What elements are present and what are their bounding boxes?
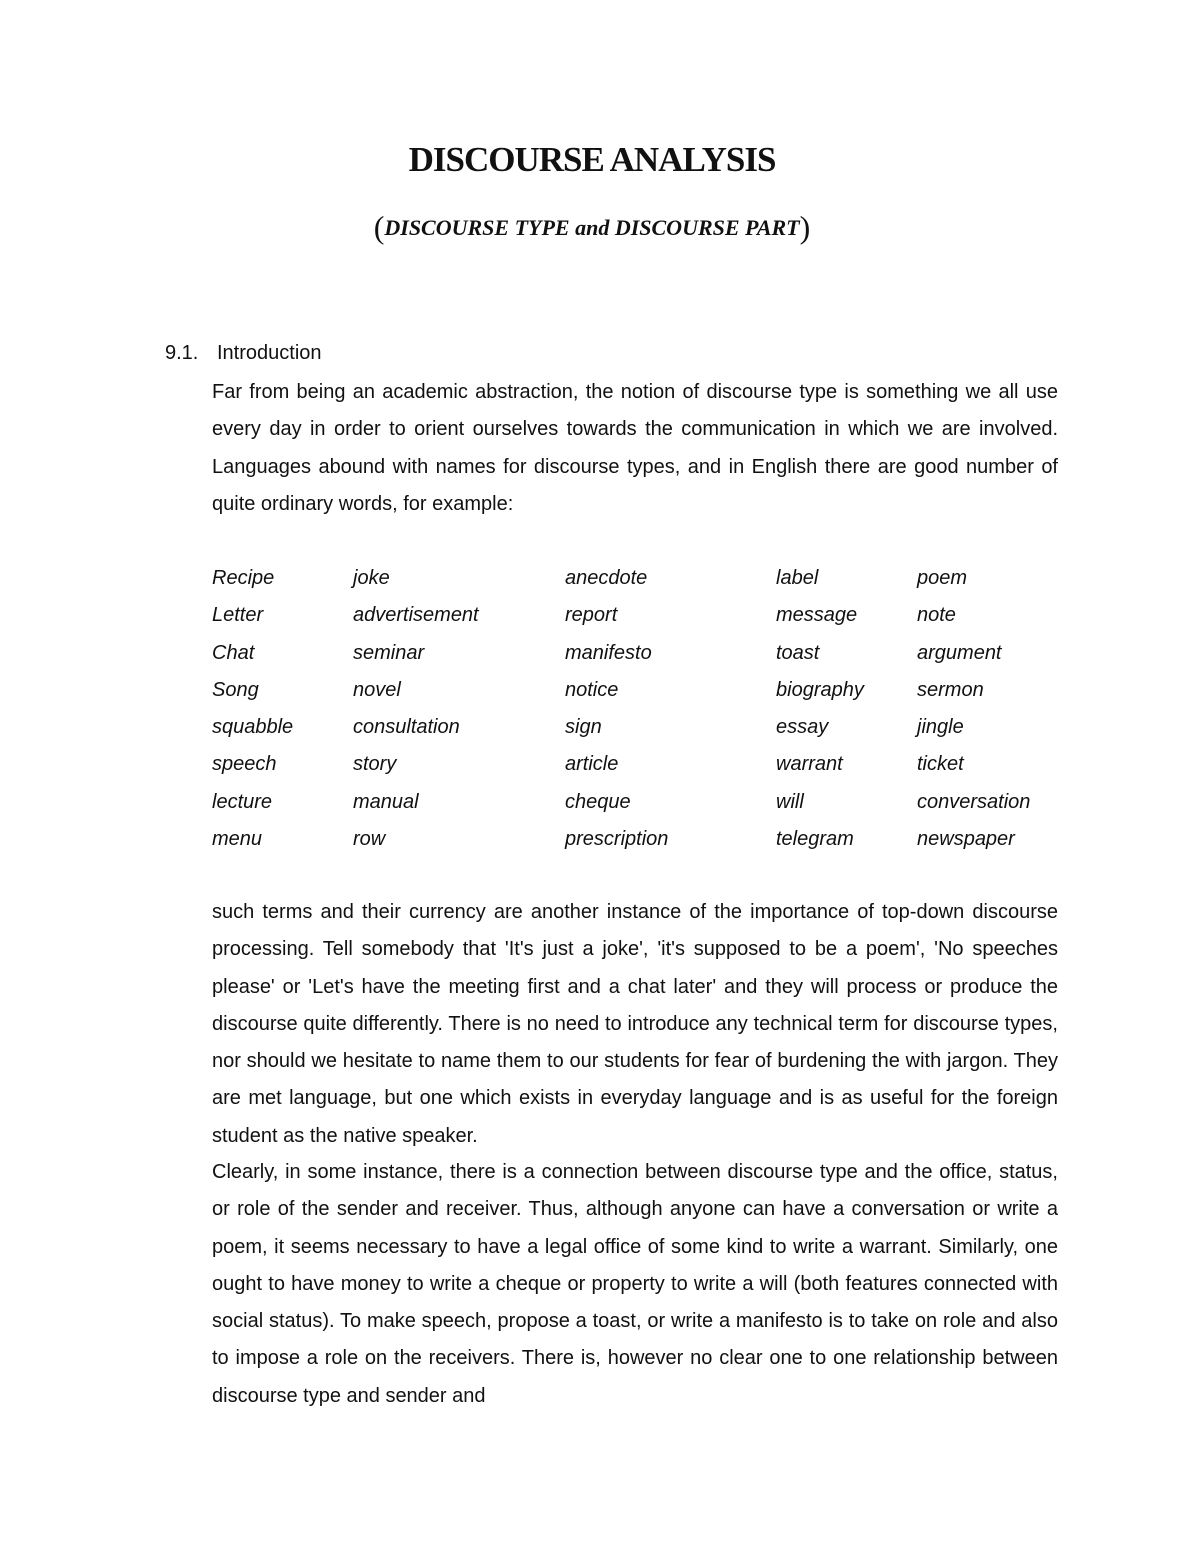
word-table-cell: message bbox=[776, 604, 858, 627]
word-table-cell: novel bbox=[353, 678, 401, 701]
word-table-cell: story bbox=[353, 753, 397, 776]
word-table-cell: jingle bbox=[917, 716, 964, 739]
word-table-cell: note bbox=[917, 604, 956, 627]
word-table-cell: Letter bbox=[212, 604, 264, 627]
word-table-cell: speech bbox=[212, 753, 277, 776]
word-table-cell: Recipe bbox=[212, 567, 275, 589]
paragraph-3: Clearly, in some instance, there is a connection between discourse type and the office, status, or role of the sender and receiver. Thus, although anyone can have a conversation or write a poem, it seems necessary to have a legal office of some kind to write a warrant. Similarly, one ought to have money to write a cheque or property to write a will (both features connected with social status). To make speech, propose a toast, or write a manifesto is to take on role and also to impose a role on the receivers. There is, however no clear one to one relationship between discourse type and sender and bbox=[212, 1161, 1058, 1407]
word-table-cell: advertisement bbox=[353, 604, 479, 627]
word-table-cell: telegram bbox=[776, 828, 854, 851]
word-table-cell: manifesto bbox=[565, 641, 652, 664]
word-table-cell: row bbox=[353, 828, 386, 851]
word-table-cell: article bbox=[565, 753, 619, 776]
word-table-cell: lecture bbox=[212, 790, 273, 813]
word-table-cell: poem bbox=[917, 567, 968, 589]
paragraph-2: such terms and their currency are another instance of the importance of top-down discourse processing. Tell somebody that 'It's just a joke', 'it's supposed to be a poem', 'No speeches please' or 'Let's have the meeting first and a chat later' and they will process or produce the discourse quite differently. There is no need to introduce any technical term for discourse types, nor should we hesitate to name them to our students for fear of burdening the with jargon. They are met language, but one which exists in everyday language and is as useful for the foreign student as the native speaker. bbox=[212, 901, 1058, 1147]
word-table-cell: consultation bbox=[353, 716, 460, 739]
subtitle-close-paren: ) bbox=[799, 209, 811, 245]
word-table-cell: conversation bbox=[917, 790, 1031, 813]
word-table-cell: warrant bbox=[776, 753, 843, 776]
word-table-cell: report bbox=[565, 604, 618, 627]
document-title: DISCOURSE ANALYSIS bbox=[408, 140, 776, 179]
word-table-row bbox=[212, 635, 1072, 672]
word-table-cell: biography bbox=[776, 678, 864, 701]
word-table-cell: cheque bbox=[565, 790, 631, 813]
word-table-cell: ticket bbox=[917, 753, 964, 776]
word-table-cell: toast bbox=[776, 641, 820, 664]
word-table-row bbox=[212, 821, 1072, 858]
word-table-row bbox=[212, 597, 1072, 634]
word-table-cell: argument bbox=[917, 641, 1002, 664]
word-table-cell: Song bbox=[212, 678, 259, 701]
word-table-row bbox=[212, 746, 1072, 783]
word-table-cell: squabble bbox=[212, 716, 294, 739]
word-table-cell: notice bbox=[565, 678, 619, 701]
word-table-cell: seminar bbox=[353, 641, 425, 664]
discourse-type-word-table bbox=[212, 560, 1072, 858]
word-table-cell: sign bbox=[565, 716, 602, 739]
word-table-cell: Chat bbox=[212, 641, 255, 664]
word-table-cell: prescription bbox=[565, 828, 669, 851]
section-title: Introduction bbox=[217, 342, 322, 364]
word-table-row bbox=[212, 560, 1072, 597]
word-table-cell: manual bbox=[353, 790, 419, 813]
subtitle-open-paren: ( bbox=[373, 209, 385, 245]
word-table-row bbox=[212, 672, 1072, 709]
document-subtitle bbox=[0, 206, 1184, 243]
word-table-row bbox=[212, 709, 1072, 746]
word-table-cell: joke bbox=[353, 567, 390, 589]
section-heading bbox=[165, 342, 322, 365]
word-table-cell: label bbox=[776, 567, 819, 589]
intro-paragraph: Far from being an academic abstraction, the notion of discourse type is something we all use every day in order to orient ourselves towards the communication in which we are involved. Languages abound with names for discourse types, and in English there are good number of quite ordinary words, for example: bbox=[212, 381, 1058, 515]
word-table-cell: will bbox=[776, 790, 804, 813]
word-table-row bbox=[212, 784, 1072, 821]
word-table-cell: sermon bbox=[917, 678, 984, 701]
word-table-cell: menu bbox=[212, 828, 263, 851]
word-table-cell: newspaper bbox=[917, 828, 1015, 851]
section-number: 9.1. bbox=[165, 342, 199, 364]
word-table-cell: essay bbox=[776, 716, 829, 739]
subtitle-text: DISCOURSE TYPE and DISCOURSE PART bbox=[384, 215, 800, 240]
word-table-cell: anecdote bbox=[565, 567, 648, 589]
